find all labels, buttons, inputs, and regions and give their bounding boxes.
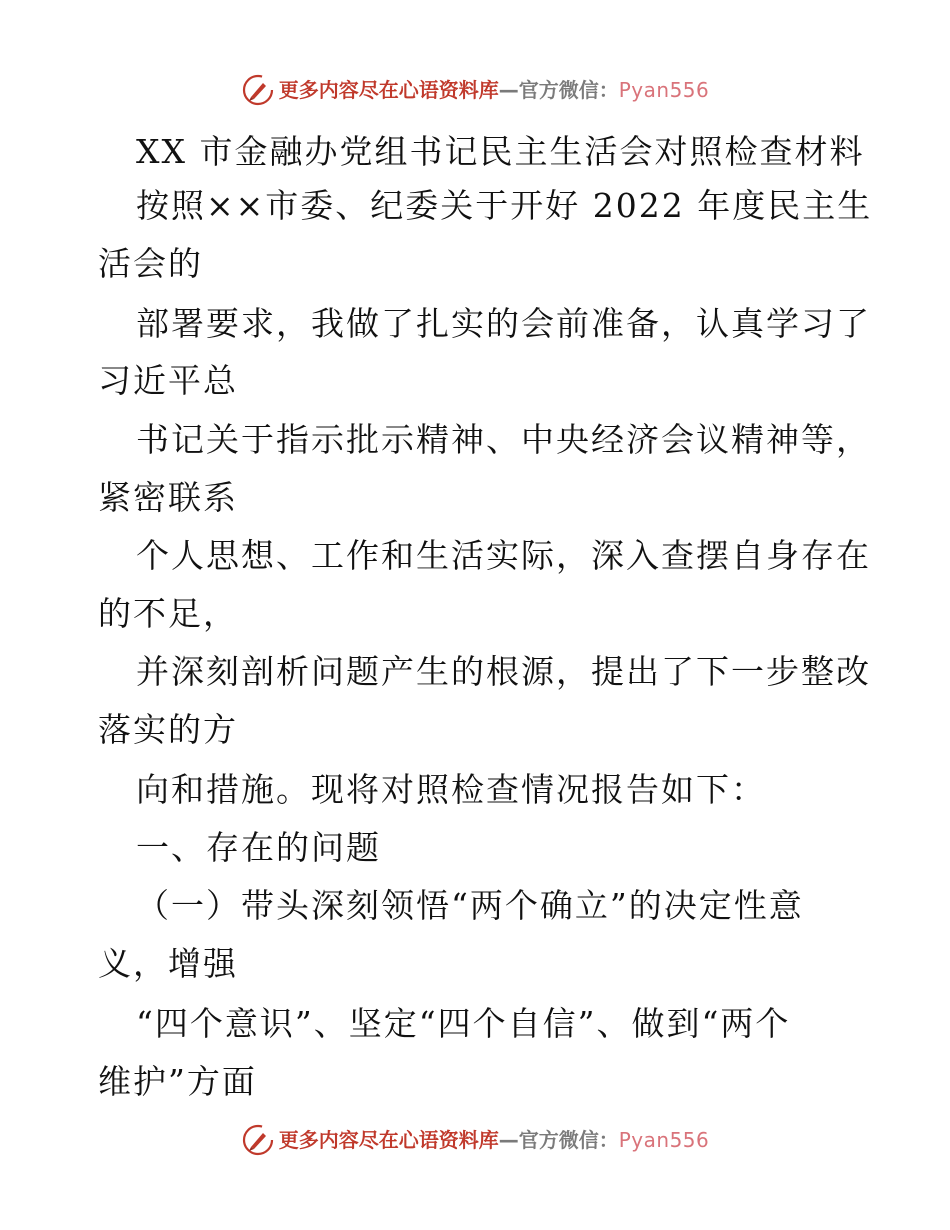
paragraph-line: 个人思想、工作和生活实际，深入查摆自身存在: [136, 536, 871, 575]
paragraph-line: 部署要求，我做了扎实的会前准备，认真学习了: [136, 304, 871, 343]
paragraph-line: 并深刻剖析问题产生的根源，提出了下一步整改: [136, 652, 871, 691]
watermark-wechat-id: Pyan556: [618, 1128, 710, 1152]
paragraph-line: 维护”方面: [98, 1062, 257, 1101]
paragraph-line: 按照××市委、纪委关于开好 2022 年度民主生: [136, 186, 873, 225]
watermark-wechat-id: Pyan556: [618, 78, 710, 102]
paragraph-line: 的不足，: [98, 594, 238, 633]
watermark-banner-bottom: [0, 1120, 950, 1160]
paragraph-line: 向和措施。现将对照检查情况报告如下：: [136, 770, 766, 809]
pen-nib-circle-logo-icon: [241, 73, 275, 107]
paragraph-line: “四个意识”、坚定“四个自信”、做到“两个: [136, 1004, 791, 1043]
document-title: XX 市金融办党组书记民主生活会对照检查材料: [136, 132, 865, 171]
paragraph-line: 义，增强: [98, 944, 238, 983]
paragraph-line: 活会的: [98, 244, 203, 283]
watermark-dash-text: —官方微信：: [498, 78, 619, 102]
pen-nib-circle-logo-icon: [241, 1123, 275, 1157]
paragraph-line: 习近平总: [98, 361, 238, 400]
paragraph-line: 落实的方: [98, 710, 238, 749]
section-heading: 一、存在的问题: [136, 828, 381, 867]
watermark-text: 更多内容尽在心语资料库: [278, 1128, 499, 1152]
paragraph-line: 书记关于指示批示精神、中央经济会议精神等，: [136, 420, 871, 459]
watermark-banner-top: [0, 70, 950, 110]
watermark-text: 更多内容尽在心语资料库: [278, 78, 499, 102]
paragraph-line: 紧密联系: [98, 478, 238, 517]
subsection-heading: （一）带头深刻领悟“两个确立”的决定性意: [136, 886, 804, 925]
watermark-dash-text: —官方微信：: [498, 1128, 619, 1152]
